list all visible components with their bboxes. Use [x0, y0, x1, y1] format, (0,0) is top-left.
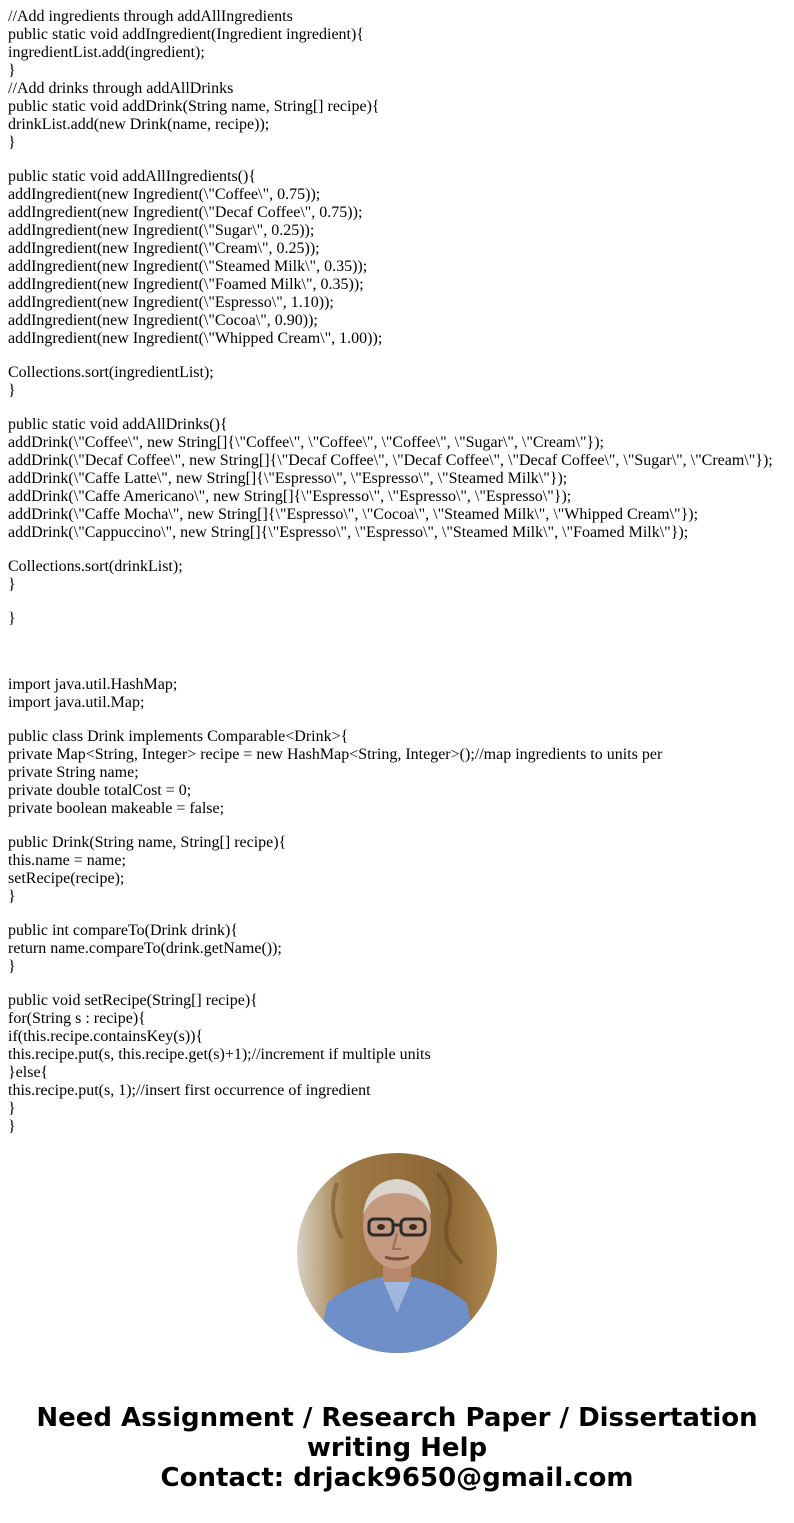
- spacer: [8, 644, 788, 676]
- code-line: }: [8, 62, 16, 79]
- code-line: import java.util.Map;: [8, 694, 145, 711]
- code-line: private boolean makeable = false;: [8, 800, 225, 817]
- code-line: addIngredient(new Ingredient(\"Decaf Coffee\", 0.75));: [8, 204, 363, 221]
- code-line: }: [8, 888, 16, 905]
- code-line: addDrink(\"Decaf Coffee\", new String[]{\"Decaf Coffee\", \"Decaf Coffee\", \"Decaf Coffee\", \"Sugar\", \"Cream\"});: [8, 452, 773, 469]
- code-line: this.recipe.put(s, this.recipe.get(s)+1);//increment if multiple units: [8, 1046, 431, 1063]
- code-line: return name.compareTo(drink.getName());: [8, 940, 282, 957]
- code-block-helpers: [8, 8, 788, 152]
- code-line: public void setRecipe(String[] recipe){: [8, 992, 258, 1009]
- code-line: //Add drinks through addAllDrinks: [8, 80, 234, 97]
- code-line: addIngredient(new Ingredient(\"Cream\", 0.25));: [8, 240, 320, 257]
- code-block-add-all-ingredients: [8, 168, 788, 348]
- code-line: public class Drink implements Comparable<Drink>{: [8, 728, 349, 745]
- code-line: addDrink(\"Caffe Mocha\", new String[]{\"Espresso\", \"Cocoa\", \"Steamed Milk\", \"Whipped Cream\"});: [8, 506, 699, 523]
- person-portrait-icon: [297, 1153, 497, 1353]
- code-line: public int compareTo(Drink drink){: [8, 922, 239, 939]
- code-line: addDrink(\"Caffe Latte\", new String[]{\"Espresso\", \"Espresso\", \"Steamed Milk\"});: [8, 470, 568, 487]
- code-block-drink-class: [8, 728, 788, 818]
- code-line: public static void addIngredient(Ingredient ingredient){: [8, 26, 365, 43]
- code-line: public static void addAllIngredients(){: [8, 168, 257, 185]
- code-line: private String name;: [8, 764, 139, 781]
- code-line: addIngredient(new Ingredient(\"Whipped Cream\", 1.00));: [8, 330, 383, 347]
- code-block-constructor: [8, 834, 788, 906]
- code-block-class-end: [8, 610, 788, 628]
- code-line: import java.util.HashMap;: [8, 676, 178, 693]
- code-block-sort-drinks: [8, 558, 788, 594]
- code-line: public static void addAllDrinks(){: [8, 416, 228, 433]
- code-line: }else{: [8, 1064, 49, 1081]
- code-line: }: [8, 958, 16, 975]
- code-line: public static void addDrink(String name, String[] recipe){: [8, 98, 380, 115]
- code-line: }: [8, 382, 16, 399]
- code-listing: [8, 8, 788, 1152]
- code-line: private double totalCost = 0;: [8, 782, 192, 799]
- code-line: private Map<String, Integer> recipe = new HashMap<String, Integer>();//map ingredients to units per: [8, 746, 663, 763]
- code-line: }: [8, 1100, 16, 1117]
- cta-line-3: Contact: drjack9650@gmail.com: [160, 1463, 634, 1493]
- code-line: addIngredient(new Ingredient(\"Coffee\", 0.75));: [8, 186, 321, 203]
- code-line: }: [8, 134, 16, 151]
- code-line: addDrink(\"Coffee\", new String[]{\"Coffee\", \"Coffee\", \"Coffee\", \"Sugar\", \"Cream\"});: [8, 434, 604, 451]
- code-line: this.name = name;: [8, 852, 126, 869]
- contact-banner: [0, 1403, 794, 1493]
- code-block-imports: [8, 676, 788, 712]
- code-block-set-recipe: [8, 992, 788, 1136]
- code-line: addDrink(\"Caffe Americano\", new String[]{\"Espresso\", \"Espresso\", \"Espresso\"});: [8, 488, 572, 505]
- code-line: addIngredient(new Ingredient(\"Sugar\", 0.25));: [8, 222, 315, 239]
- code-line: drinkList.add(new Drink(name, recipe));: [8, 116, 270, 133]
- code-line: Collections.sort(ingredientList);: [8, 364, 214, 381]
- code-line: addDrink(\"Cappuccino\", new String[]{\"Espresso\", \"Espresso\", \"Steamed Milk\", \"Foamed Milk\"});: [8, 524, 689, 541]
- code-line: }: [8, 610, 16, 627]
- code-line: //Add ingredients through addAllIngredients: [8, 8, 293, 25]
- code-line: }: [8, 1118, 16, 1135]
- code-line: ingredientList.add(ingredient);: [8, 44, 205, 61]
- code-block-compare-to: [8, 922, 788, 976]
- code-line: for(String s : recipe){: [8, 1010, 146, 1027]
- code-line: }: [8, 576, 16, 593]
- code-block-add-all-drinks: [8, 416, 788, 542]
- code-line: setRecipe(recipe);: [8, 870, 125, 887]
- code-block-sort-ingredients: [8, 364, 788, 400]
- code-line: addIngredient(new Ingredient(\"Cocoa\", 0.90));: [8, 312, 318, 329]
- code-line: if(this.recipe.containsKey(s)){: [8, 1028, 204, 1045]
- code-line: addIngredient(new Ingredient(\"Steamed Milk\", 0.35));: [8, 258, 368, 275]
- author-avatar: [297, 1153, 497, 1353]
- code-line: public Drink(String name, String[] recipe){: [8, 834, 287, 851]
- cta-line-2: writing Help: [306, 1433, 488, 1463]
- code-line: Collections.sort(drinkList);: [8, 558, 183, 575]
- code-line: addIngredient(new Ingredient(\"Foamed Milk\", 0.35));: [8, 276, 364, 293]
- code-line: this.recipe.put(s, 1);//insert first occurrence of ingredient: [8, 1082, 371, 1099]
- cta-line-1: Need Assignment / Research Paper / Dissertation: [36, 1403, 758, 1433]
- code-line: addIngredient(new Ingredient(\"Espresso\", 1.10));: [8, 294, 334, 311]
